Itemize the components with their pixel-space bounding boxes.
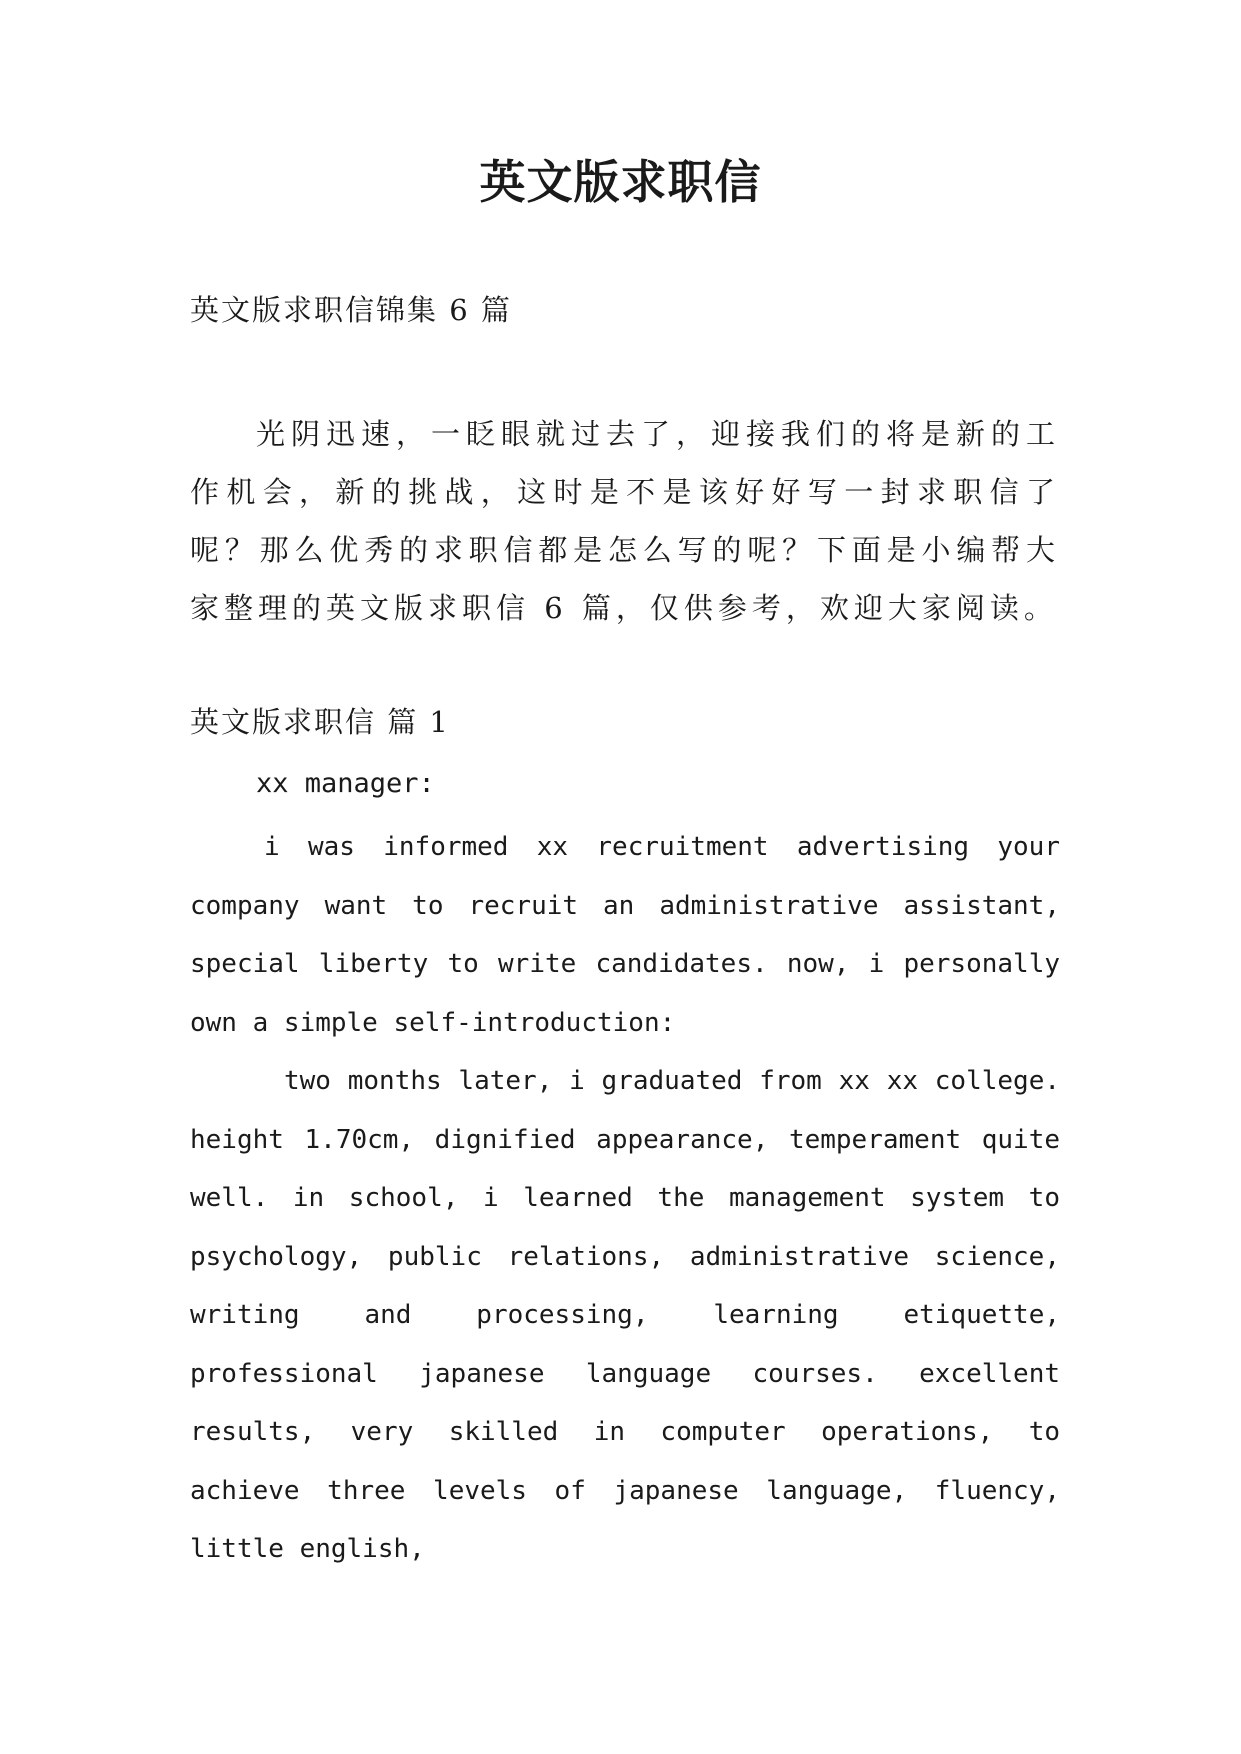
letter-salutation: xx manager: [256,768,435,799]
document-title: 英文版求职信 [479,155,762,209]
document-subtitle: 英文版求职信锦集 6 篇 [190,293,512,327]
letter-paragraph: i was informed xx recruitment advertising your company want to recruit an administrative assistant, special liberty to write candidates. now, i personally own a simple self-introduction: [190,832,1060,1038]
section-heading: 英文版求职信 篇 1 [190,705,450,739]
letter-paragraph: two months later, i graduated from xx xx college. height 1.70cm, dignified appearance, temperament quite well. in school, i learned the management system to psychology, public relations, administrative science, writing and processing, learning etiquette, professional japanese language courses. excellent results, very skilled in computer operations, to achieve three levels of japanese language, fluency, little english, [190,1066,1060,1564]
intro-paragraph: 光阴迅速，一眨眼就过去了，迎接我们的将是新的工作机会，新的挑战，这时是不是该好好写一封求职信了呢？那么优秀的求职信都是怎么写的呢？下面是小编帮大家整理的英文版求职信 6 篇，仅供参考，欢迎大家阅读。 [190,417,1060,625]
